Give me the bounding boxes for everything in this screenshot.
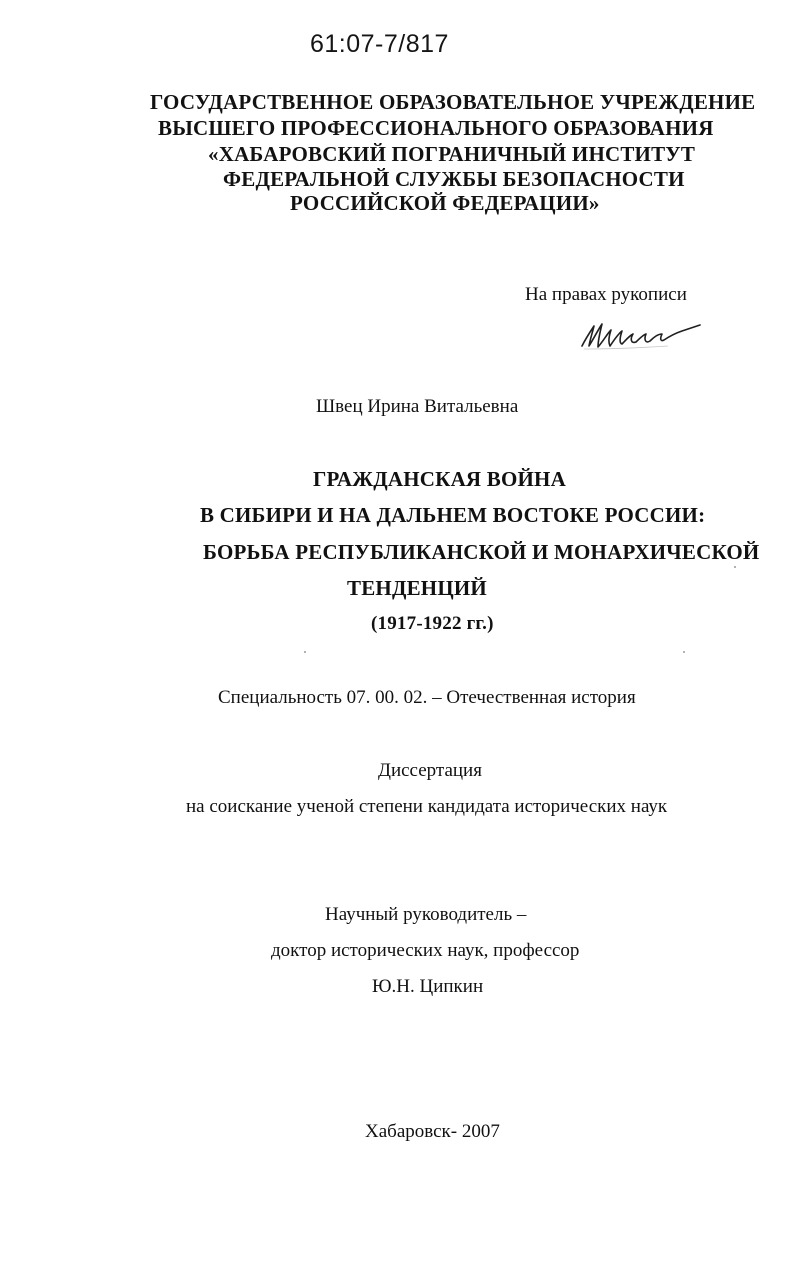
- institution-line-3: «ХАБАРОВСКИЙ ПОГРАНИЧНЫЙ ИНСТИТУТ: [208, 142, 696, 166]
- institution-line-5: РОССИЙСКОЙ ФЕДЕРАЦИИ»: [290, 191, 600, 215]
- institution-line-4: ФЕДЕРАЛЬНОЙ СЛУЖБЫ БЕЗОПАСНОСТИ: [223, 167, 685, 191]
- institution-line-1: ГОСУДАРСТВЕННОЕ ОБРАЗОВАТЕЛЬНОЕ УЧРЕЖДЕНИЕ: [150, 90, 756, 114]
- author-name: Швец Ирина Витальевна: [316, 396, 519, 417]
- title-line-3: БОРЬБА РЕСПУБЛИКАНСКОЙ И МОНАРХИЧЕСКОЙ: [203, 540, 760, 564]
- advisor-degree: доктор исторических наук, профессор: [271, 940, 580, 961]
- scan-speck: [304, 651, 306, 653]
- title-line-4: ТЕНДЕНЦИЙ: [347, 576, 487, 600]
- handwritten-signature: [578, 316, 703, 356]
- scan-speck: [683, 651, 685, 653]
- advisor-label: Научный руководитель –: [325, 904, 527, 925]
- dissertation-label: Диссертация: [378, 760, 482, 781]
- advisor-name: Ю.Н. Ципкин: [372, 976, 484, 997]
- manuscript-rights-note: На правах рукописи: [525, 284, 687, 305]
- archive-code: 61:07-7/817: [310, 30, 449, 58]
- title-line-2: В СИБИРИ И НА ДАЛЬНЕМ ВОСТОКЕ РОССИИ:: [200, 503, 706, 527]
- institution-line-2: ВЫСШЕГО ПРОФЕССИОНАЛЬНОГО ОБРАЗОВАНИЯ: [158, 116, 714, 140]
- degree-purpose: на соискание ученой степени кандидата исторических наук: [186, 796, 668, 817]
- place-year: Хабаровск- 2007: [365, 1121, 500, 1142]
- title-years: (1917-1922 гг.): [371, 613, 494, 634]
- title-line-1: ГРАЖДАНСКАЯ ВОЙНА: [313, 467, 566, 491]
- scan-speck: [734, 566, 736, 568]
- specialty-line: Специальность 07. 00. 02. – Отечественная история: [218, 687, 636, 708]
